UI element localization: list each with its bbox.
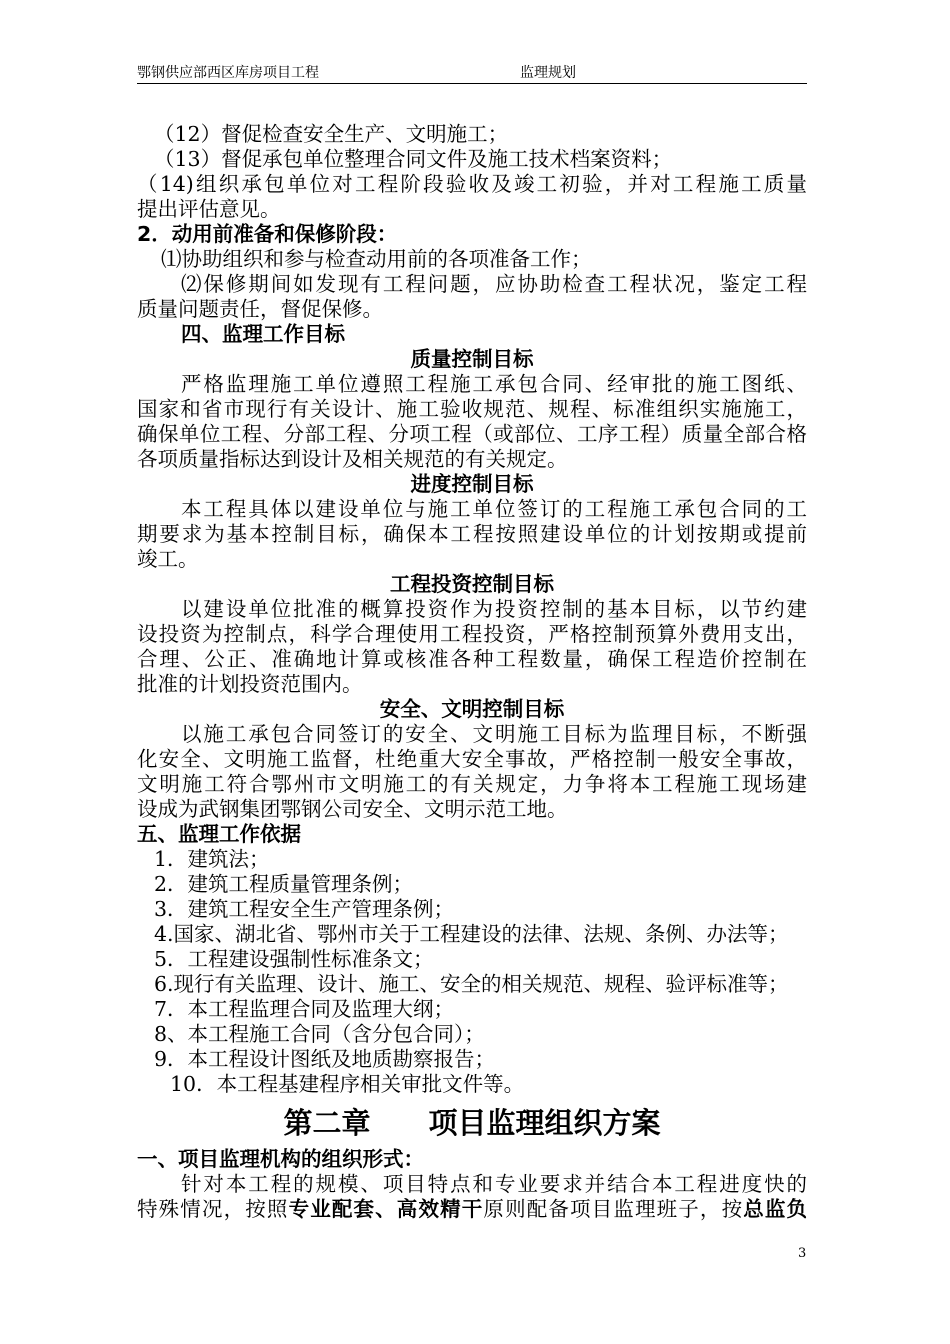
list-item-continuation: 质量问题责任，督促保修。: [137, 297, 383, 321]
basis-item: 2．建筑工程质量管理条例；: [154, 872, 414, 896]
paragraph-line: 针对本工程的规模、项目特点和专业要求并结合本工程进度快的: [181, 1172, 807, 1196]
paragraph-line: 确保单位工程、分部工程、分项工程（或部位、工序工程）质量全部合格: [137, 422, 807, 446]
header-document-title: 监理规划: [520, 65, 576, 81]
text-run-bold: 总监负: [743, 1197, 808, 1221]
paragraph-line: 以建设单位批准的概算投资作为投资控制的基本目标，以节约建: [181, 597, 807, 621]
list-item: （12）督促检查安全生产、文明施工；: [154, 122, 509, 146]
text-run: 特殊情况，按照: [137, 1197, 289, 1221]
stage2-heading: 2．动用前准备和保修阶段：: [137, 222, 398, 246]
list-item-continuation: 提出评估意见。: [137, 197, 281, 221]
paragraph-line: 文明施工符合鄂州市文明施工的有关规定，力争将本工程施工现场建: [137, 772, 807, 796]
list-item: （13）督促承包单位整理合同文件及施工技术档案资料；: [154, 147, 673, 171]
paragraph-line: 各项质量指标达到设计及相关规范的有关规定。: [137, 447, 568, 471]
paragraph-line: 期要求为基本控制目标，确保本工程按照建设单位的计划按期或提前: [137, 522, 807, 546]
paragraph-line: 设投资为控制点，科学合理使用工程投资，严格控制预算外费用支出，: [137, 622, 807, 646]
paragraph-line: 批准的计划投资范围内。: [137, 672, 363, 696]
section4-heading: 四、监理工作目标: [181, 322, 345, 346]
page-header: [137, 63, 807, 84]
basis-item: 8、本工程施工合同（含分包合同）；: [154, 1022, 485, 1046]
basis-item: 10．本工程基建程序相关审批文件等。: [170, 1072, 525, 1096]
page-body: [137, 122, 807, 1222]
schedule-heading: 进度控制目标: [410, 472, 534, 496]
text-run: 原则配备项目监理班子，按: [483, 1197, 744, 1221]
paragraph-line: 国家和省市现行有关设计、施工验收规范、规程、标准组织实施施工，: [137, 397, 807, 421]
section5-heading: 五、监理工作依据: [137, 822, 301, 846]
chapter-heading: [137, 1101, 807, 1145]
org-heading: 一、项目监理机构的组织形式：: [137, 1147, 424, 1171]
list-item: （14)组织承包单位对工程阶段验收及竣工初验，并对工程施工质量: [137, 172, 807, 196]
safety-heading: 安全、文明控制目标: [379, 697, 565, 721]
header-project-name: 鄂钢供应部西区库房项目工程: [137, 65, 319, 81]
basis-item: 7．本工程监理合同及监理大纲；: [154, 997, 455, 1021]
paragraph-line: 本工程具体以建设单位与施工单位签订的工程施工承包合同的工: [181, 497, 807, 521]
page-number: 3: [798, 1246, 807, 1261]
basis-item: 6.现行有关监理、设计、施工、安全的相关规范、规程、验评标准等；: [154, 972, 789, 996]
text-run-bold: 专业配套、高效精干: [288, 1197, 484, 1221]
paragraph-line: 化安全、文明施工监督，杜绝重大安全事故，严格控制一般安全事故，: [137, 747, 807, 771]
quality-heading: 质量控制目标: [410, 347, 534, 371]
basis-item: 3．建筑工程安全生产管理条例；: [154, 897, 455, 921]
basis-item: 4.国家、湖北省、鄂州市关于工程建设的法律、法规、条例、办法等；: [154, 922, 789, 946]
paragraph-line: 合理、公正、准确地计算或核准各种工程数量，确保工程造价控制在: [137, 647, 807, 671]
list-item: ⑵保修期间如发现有工程问题，应协助检查工程状况，鉴定工程: [181, 272, 807, 296]
paragraph-line: 竣工。: [137, 547, 199, 571]
paragraph-line: 严格监理施工单位遵照工程施工承包合同、经审批的施工图纸、: [181, 372, 807, 396]
paragraph-line: [137, 1197, 807, 1222]
investment-heading: 工程投资控制目标: [390, 572, 554, 596]
basis-item: 9．本工程设计图纸及地质勘察报告；: [154, 1047, 496, 1071]
basis-item: 1．建筑法；: [154, 847, 270, 871]
paragraph-line: 设成为武钢集团鄂钢公司安全、文明示范工地。: [137, 797, 568, 821]
chapter-number: 第二章: [283, 1106, 371, 1140]
chapter-title: 项目监理组织方案: [428, 1106, 661, 1140]
basis-item: 5．工程建设强制性标准条文；: [154, 947, 434, 971]
paragraph-line: 以施工承包合同签订的安全、文明施工目标为监理目标，不断强: [181, 722, 807, 746]
list-item: ⑴协助组织和参与检查动用前的各项准备工作；: [161, 247, 592, 271]
